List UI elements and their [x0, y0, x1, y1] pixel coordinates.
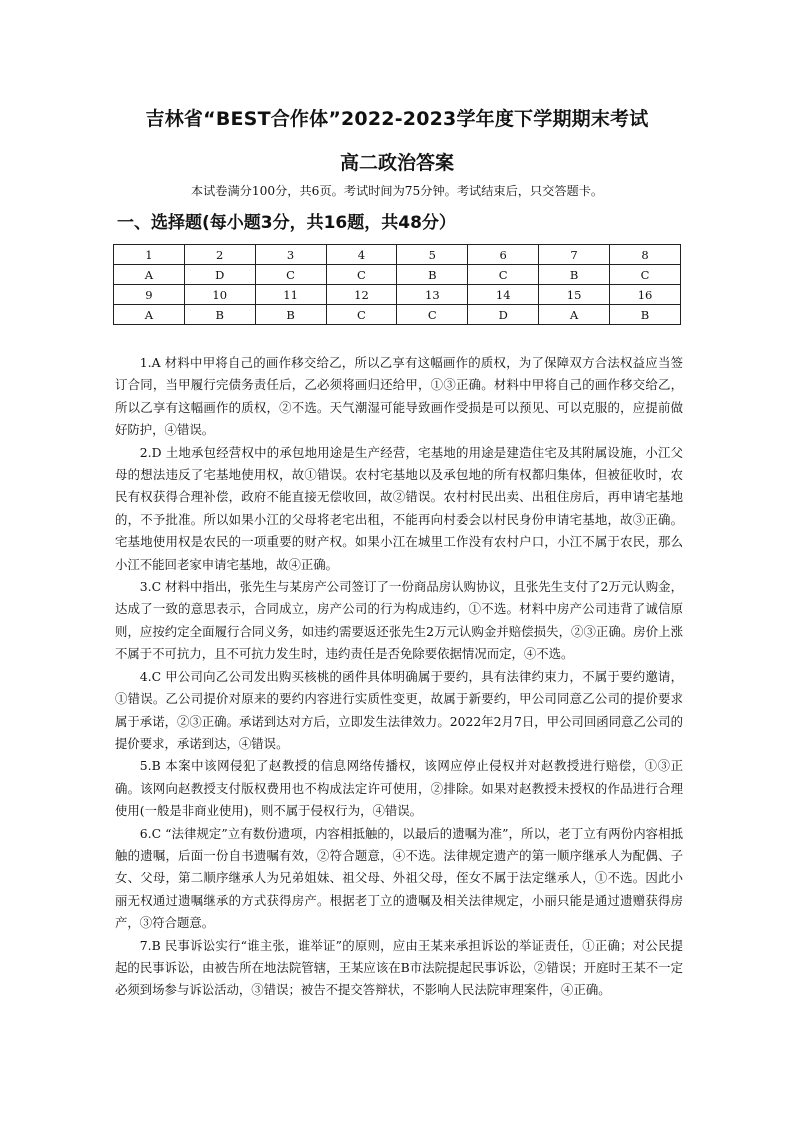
- table-cell: 5: [397, 245, 468, 265]
- table-cell: 9: [114, 285, 185, 305]
- table-cell: 12: [326, 285, 397, 305]
- table-cell: C: [610, 265, 681, 285]
- table-cell: 14: [468, 285, 539, 305]
- table-cell: C: [397, 305, 468, 325]
- table-cell: 8: [610, 245, 681, 265]
- table-cell: 7: [539, 245, 610, 265]
- table-cell: 3: [255, 245, 326, 265]
- table-cell: B: [610, 305, 681, 325]
- table-cell: 16: [610, 285, 681, 305]
- explanation-paragraph: 3.C 材料中指出，张先生与某房产公司签订了一份商品房认购协议，且张先生支付了2万元认购金，达成了一致的意思表示，合同成立，房产公司的行为构成违约，①不选。材料中房产公司违背了诚信原则，应按约定全面履行合同义务，如违约需要返还张先生2万元认购金并赔偿损失，②③正确。房价上涨不属于不可抗力，且不可抗力发生时，违约责任是否免除要依据情况而定，④不选。: [115, 579, 683, 662]
- table-cell: A: [539, 305, 610, 325]
- table-cell: 15: [539, 285, 610, 305]
- explanation-paragraph: 2.D 土地承包经营权中的承包地用途是生产经营，宅基地的用途是建造住宅及其附属设施，小江父母的想法违反了宅基地使用权，故①错误。农村宅基地以及承包地的所有权都归集体，但被征收时，农民有权获得合理补偿，政府不能直接无偿收回，故②错误。农村村民出卖、出租住房后，再申请宅基地的，不予批准。所以如果小江的父母将老宅出租，不能再向村委会以村民身份申请宅基地，故③正确。宅基地使用权是农民的一项重要的财产权。如果小江在城里工作没有农村户口，小江不属于农民，那么小江不能回老家申请宅基地，故④正确。: [115, 444, 683, 572]
- table-row: [114, 265, 681, 285]
- table-cell: A: [114, 265, 185, 285]
- table-cell: C: [326, 265, 397, 285]
- table-cell: 4: [326, 245, 397, 265]
- table-cell: A: [114, 305, 185, 325]
- explanation-paragraph: 7.B 民事诉讼实行“谁主张，谁举证”的原则，应由王某来承担诉讼的举证责任，①正确；对公民提起的民事诉讼，由被告所在地法院管辖，王某应该在B市法院提起民事诉讼，②错误；开庭时王某不一定必须到场参与诉讼活动，③错误；被告不提交答辩状，不影响人民法院审理案件，④正确。: [115, 937, 683, 998]
- table-cell: B: [255, 305, 326, 325]
- exam-note: 本试卷满分100分，共6页。考试时间为75分钟。考试结束后，只交答题卡。: [190, 184, 604, 198]
- table-cell: B: [397, 265, 468, 285]
- table-cell: 10: [184, 285, 255, 305]
- table-cell: 1: [114, 245, 185, 265]
- table-cell: C: [468, 265, 539, 285]
- explanation-paragraph: 6.C “法律规定”立有数份遗项，内容相抵触的，以最后的遗嘱为准”，所以，老丁立有两份内容相抵触的遗嘱，后面一份自书遗嘱有效，②符合题意，④不选。法律规定遗产的第一顺序继承人为配偶、子女、父母，第二顺序继承人为兄弟姐妹、祖父母、外祖父母，侄女不属于法定继承人，①不选。因此小丽无权通过遗嘱继承的方式获得房产。根据老丁立的遗嘱及相关法律规定，小丽只能是通过遗赠获得房产，③符合题意。: [115, 825, 683, 931]
- explanations: [115, 352, 683, 1002]
- exam-title: 吉林省“BEST合作体”2022-2023学年度下学期期末考试: [145, 108, 649, 130]
- table-cell: D: [184, 265, 255, 285]
- explanation-paragraph: 5.B 本案中该网侵犯了赵教授的信息网络传播权，该网应停止侵权并对赵教授进行赔偿，①③正确。该网向赵教授支付版权费用也不构成法定许可使用，②排除。如果对赵教授未授权的作品进行合理使用(一般是非商业使用)，则不属于侵权行为，④错误。: [115, 758, 683, 819]
- table-row: [114, 305, 681, 325]
- section-heading: 一、选择题(每小题3分，共16题，共48分）: [117, 213, 456, 233]
- table-row: [114, 285, 681, 305]
- table-cell: 13: [397, 285, 468, 305]
- table-cell: 6: [468, 245, 539, 265]
- table-cell: B: [539, 265, 610, 285]
- exam-subtitle: 高二政治答案: [339, 152, 454, 174]
- table-row: [114, 245, 681, 265]
- explanation-paragraph: 1.A 材料中甲将自己的画作移交给乙，所以乙享有这幅画作的质权，为了保障双方合法权益应当签订合同，当甲履行完债务责任后，乙必须将画归还给甲，①③正确。材料中甲将自己的画作移交给乙，所以乙享有这幅画作的质权，②不选。天气潮湿可能导致画作受损是可以预见、可以克服的，应提前做好防护，④错误。: [115, 355, 683, 438]
- table-cell: B: [184, 305, 255, 325]
- table-cell: 2: [184, 245, 255, 265]
- table-cell: C: [326, 305, 397, 325]
- explanation-paragraph: 4.C 甲公司向乙公司发出购买核桃的函件具体明确属于要约，具有法律约束力，不属于要约邀请，①错误。乙公司提价对原来的要约内容进行实质性变更，故属于新要约，甲公司同意乙公司的提价要求属于承诺，②③正确。承诺到达对方后，立即发生法律效力。2022年2月7日，甲公司回函同意乙公司的提价要求，承诺到达，④错误。: [115, 668, 683, 751]
- table-cell: C: [255, 265, 326, 285]
- table-cell: D: [468, 305, 539, 325]
- answer-table: [113, 244, 681, 325]
- table-cell: 11: [255, 285, 326, 305]
